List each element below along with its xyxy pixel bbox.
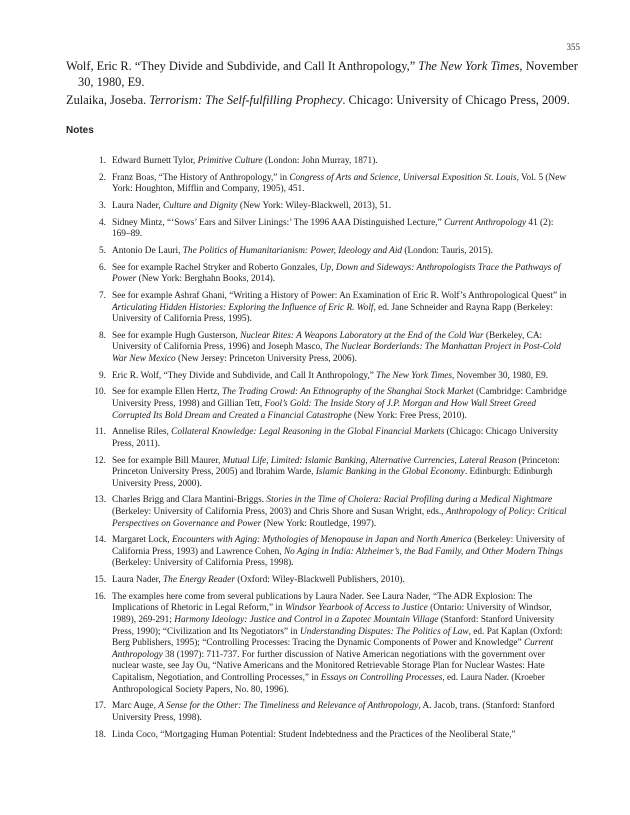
note-text: (London: John Murray, 1871). <box>262 156 378 166</box>
note-text: (Ontario: University of Windsor, 1989), 269-291; <box>112 603 552 625</box>
note-item <box>99 330 570 366</box>
note-title: The Trading Crowd: An Ethnography of the Shanghai Stock Market <box>221 387 474 398</box>
note-title: Stories in the Time of Cholera: Racial Profiling during a Medical Nightmare <box>266 495 553 506</box>
note-title: Articulating Hidden Histories: Exploring the Influence of Eric R. Wolf <box>112 302 374 313</box>
note-item <box>94 575 570 587</box>
note-number: 7. <box>99 290 106 301</box>
note-title: Essays on Controlling Processes <box>320 672 443 683</box>
note-text: Sidney Mintz, “‘Sows’ Ears and Silver Linings:’ The 1996 AAA Distinguished Lecture,” <box>112 217 445 228</box>
note-item <box>94 427 570 450</box>
note-item <box>94 535 570 570</box>
note-number: 16. <box>94 591 106 602</box>
note-number: 18. <box>94 729 106 740</box>
bibliography <box>66 58 584 110</box>
note-title: Primitive Culture <box>197 156 263 166</box>
note-text: , November 30, 1980, E9. <box>452 370 549 381</box>
note-text: Charles Brigg and Clara Mantini-Briggs. <box>112 495 267 506</box>
note-title: Culture and Dignity <box>163 200 238 211</box>
note-item <box>94 387 570 422</box>
note-text: , ed. Laura Nader. (Kroeber Anthropological Society Papers, No. 80, 1996). <box>112 672 545 695</box>
note-text: , ed. Pat Kaplan (Oxford: Berg Publishers, 1995); “Controlling Processes: Tracing the Dynamic Components of Power and Knowledge” <box>112 626 563 649</box>
note-number: 2. <box>99 172 106 183</box>
note-text: (London: Tauris, 2015). <box>402 245 493 256</box>
note-text: Antonio De Lauri, <box>112 245 183 256</box>
note-text: 41 (2): 169–89. <box>112 217 554 240</box>
note-text: See for example Ashraf Ghani, “Writing a History of Power: An Examination of Eric R. Wolf’s Anthropological Quest” in <box>112 290 567 301</box>
note-item <box>94 729 570 742</box>
note-item <box>99 172 570 196</box>
note-text: (Berkeley, CA: University of California Press, 1996) and Joseph Masco, <box>112 330 543 353</box>
note-text: , ed. Jane Schneider and Rayna Rapp (Berkeley: University of California Press, 1995). <box>112 302 553 325</box>
note-title: Encounters with Aging: Mythologies of Menopause in Japan and North America <box>171 535 472 546</box>
note-title: Mutual Life, Limited: Islamic Banking, Alternative Currencies, Lateral Reason <box>222 455 517 466</box>
note-number: 17. <box>94 701 106 712</box>
note-text: (Berkeley: University of California Press, 1993) and Lawrence Cohen, <box>112 535 565 557</box>
note-text: , A. Jacob, trans. (Stanford: Stanford University Press, 1998). <box>112 701 555 723</box>
note-number: 12. <box>94 455 106 466</box>
note-number: 5. <box>99 245 106 256</box>
page-number: 355 <box>566 42 580 52</box>
note-title: A Sense for the Other: The Timeliness and Relevance of Anthropology <box>158 701 419 712</box>
note-text: (Stanford: Stanford University Press, 1990); “Civilization and Its Negotiators” in <box>112 615 555 637</box>
note-item <box>94 455 570 491</box>
note-title: Up, Down and Sideways: Anthropologists Trace the Pathways of Power <box>112 262 561 285</box>
note-text: Annelise Riles, <box>112 427 172 438</box>
note-text: (Chicago: Chicago University Press, 2011). <box>112 427 559 449</box>
note-text: (Berkeley: University of California Press, 2003) and Chris Shore and Susan Wright, eds., <box>112 506 446 517</box>
note-title: The New York Times <box>376 370 453 381</box>
note-title: Anthropology of Policy: Critical Perspectives on Governance and Power <box>112 506 567 529</box>
note-text: (Berkeley: University of California Press, 1998). <box>112 558 294 569</box>
note-text: (New York: Berghahn Books, 2014). <box>136 274 276 285</box>
note-title: Congress of Arts and Science, Universal Exposition St. Louis <box>289 172 517 183</box>
note-title: The Nuclear Borderlands: The Manhattan Project in Post-Cold War New Mexico <box>112 342 561 364</box>
note-title: Collateral Knowledge: Legal Reasoning in the Global Financial Markets <box>171 427 445 438</box>
note-text: 38 (1997): 711-737. For further discussion of Native American negotiations with the government over nuclear waste, see Jay Ou, “Native Americans and the Monitored Retrievable Storage Plan for Nuclear Wastes: Hate Capitalism, Negotiation, and Controlling Processes,” in <box>112 649 545 683</box>
note-text: (Princeton: Princeton University Press, 2005) and Ibrahim Warde, <box>112 455 560 478</box>
note-text: See for example Rachel Stryker and Roberto Gonzales, <box>112 262 320 273</box>
note-title: Current Anthropology <box>444 217 527 228</box>
note-title: The Politics of Humanitarianism: Power, Ideology and Aid <box>182 245 403 256</box>
notes-heading: Notes <box>66 125 94 136</box>
note-item <box>94 495 570 530</box>
note-number: 14. <box>94 535 106 546</box>
note-text: . Edinburgh: Edinburgh University Press, 2000). <box>112 467 553 489</box>
note-number: 6. <box>99 262 106 273</box>
note-number: 13. <box>94 495 106 506</box>
note-text: Eric R. Wolf, “They Divide and Subdivide, and Call It Anthropology,” <box>112 370 377 381</box>
note-text: (New York: Free Press, 2010). <box>351 410 467 421</box>
note-text: Laura Nader, <box>112 575 163 586</box>
note-number: 8. <box>99 330 106 341</box>
note-text: Edward Burnett Tylor, <box>112 156 198 166</box>
note-text: Margaret Lock, <box>112 535 172 546</box>
notes-list <box>0 156 630 746</box>
note-text: Marc Auge, <box>112 701 159 712</box>
note-title: The Energy Reader <box>163 575 235 586</box>
note-number: 11. <box>94 427 106 438</box>
note-title: Islamic Banking in the Global Economy <box>315 467 465 478</box>
note-item <box>99 262 570 286</box>
note-item <box>99 290 570 326</box>
note-text: See for example Ellen Hertz, <box>112 387 222 398</box>
note-text: See for example Hugh Gusterson, <box>112 330 241 341</box>
bibliography-entry: Wolf, Eric R. “They Divide and Subdivide, and Call It Anthropology,” The New York Times, November 30, 1980, E9. <box>66 59 578 89</box>
note-number: 9. <box>99 370 106 381</box>
note-title: Fool’s Gold: The Inside Story of J.P. Morgan and How Wall Street Greed Corrupted Its Bold Dream and Created a Financial Catastrophe <box>112 398 537 421</box>
note-title: Windsor Yearbook of Access to Justice <box>284 603 428 614</box>
note-text: (New York: Wiley-Blackwell, 2013), 51. <box>237 200 392 211</box>
note-item <box>94 591 570 696</box>
note-number: 10. <box>94 387 106 398</box>
note-text: , Vol. 5 (New York: Houghton, Mifflin and Company, 1905), 451. <box>112 172 567 195</box>
note-text: (New Jersey: Princeton University Press, 2006). <box>175 353 357 364</box>
note-text: Laura Nader, <box>112 200 163 211</box>
note-item <box>99 200 570 213</box>
note-item <box>99 370 570 383</box>
note-number: 1. <box>99 156 106 166</box>
note-title: Nuclear Rites: A Weapons Laboratory at the End of the Cold War <box>240 330 484 341</box>
note-title: Current Anthropology <box>112 638 554 660</box>
note-number: 4. <box>99 217 106 228</box>
note-title: No Aging in India: Alzheimer’s, the Bad Family, and Other Modern Things <box>283 546 563 557</box>
note-item <box>99 217 570 241</box>
note-text: (Cambridge: Cambridge University Press, 1998) and Gillian Tett, <box>112 387 567 409</box>
note-number: 3. <box>99 200 106 211</box>
note-item <box>99 156 570 168</box>
note-title: Understanding Disputes: The Politics of Law <box>299 626 469 637</box>
bibliography-entry: Zulaika, Joseba. Terrorism: The Self-fulfilling Prophecy. Chicago: University of Chicago Press, 2009. <box>66 93 570 107</box>
note-text: Franz Boas, “The History of Anthropology,” in <box>112 172 290 183</box>
note-text: The examples here come from several publications by Laura Nader. See Laura Nader, “The ADR Explosion: The Implications of Rhetoric in Legal Reform,” in <box>112 591 533 614</box>
note-text: (New York: Routledge, 1997). <box>261 518 377 529</box>
note-text: (Oxford: Wiley-Blackwell Publishers, 2010). <box>234 575 405 586</box>
note-title: Harmony Ideology: Justice and Control in a Zapotec Mountain Village <box>174 615 439 625</box>
note-item <box>94 701 570 724</box>
note-text: Linda Coco, “Mortgaging Human Potential: Student Indebtedness and the Practices of the Neoliberal State,” <box>112 729 516 740</box>
note-number: 15. <box>94 575 106 586</box>
note-text: See for example Bill Maurer, <box>112 455 223 466</box>
note-item <box>99 245 570 258</box>
